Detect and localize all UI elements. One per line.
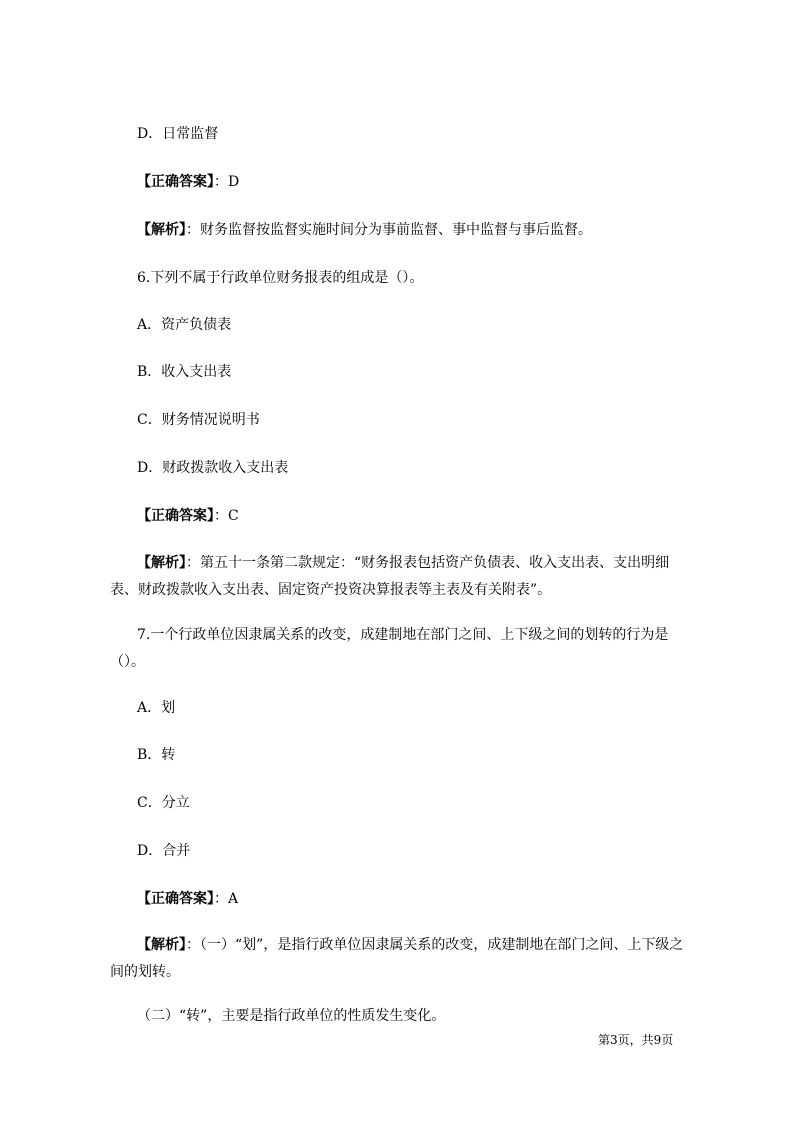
answer-value: ：D (214, 174, 240, 190)
q7-analysis (110, 932, 690, 986)
answer-label: 【正确答案】 (137, 891, 214, 907)
answer-label: 【正确答案】 (137, 508, 214, 524)
answer-value: ：C (214, 508, 239, 524)
q6-option-c: C．财务情况说明书 (137, 412, 260, 428)
q7-option-d: D．合并 (137, 843, 191, 859)
q6-question: 6.下列不属于行政单位财务报表的组成是（）。 (137, 270, 424, 286)
analysis-label: 【解析】 (137, 937, 186, 953)
q6-analysis (110, 550, 690, 604)
q5-analysis (137, 220, 592, 240)
answer-label: 【正确答案】 (137, 174, 214, 190)
answer-value: ：A (214, 891, 239, 907)
analysis-label: 【解析】 (137, 555, 186, 571)
q6-option-b: B．收入支出表 (137, 364, 232, 380)
q7-option-a: A．划 (137, 700, 176, 716)
q7-question: 7.一个行政单位因隶属关系的改变，成建制地在部门之间、上下级之间的划转的行为是（）。 (110, 627, 669, 670)
q7-option-b: B．转 (137, 747, 176, 763)
q7-answer (137, 889, 238, 909)
analysis-text: ：第五十一条第二款规定：“财务报表包括资产负债表、收入支出表、支出明细表、财政拨款收入支出表、固定资产投资决算报表等主表及有关附表”。 (110, 555, 670, 598)
q5-answer (137, 172, 239, 192)
analysis-label: 【解析】 (137, 222, 186, 238)
q7-analysis-extra: （二）“转”，主要是指行政单位的性质发生变化。 (137, 1008, 446, 1024)
page-number: 第3页，共9页 (598, 1033, 674, 1047)
q6-option-d: D．财政拨款收入支出表 (137, 460, 289, 476)
analysis-text: ：财务监督按监督实施时间分为事前监督、事中监督与事后监督。 (186, 222, 592, 238)
q7-option-c: C．分立 (137, 795, 190, 811)
q5-option-d: D．日常监督 (137, 126, 219, 142)
q6-option-a: A．资产负债表 (137, 317, 232, 333)
analysis-text: ：（一）“划”，是指行政单位因隶属关系的改变，成建制地在部门之间、上下级之间的划转。 (110, 937, 684, 980)
q6-answer (137, 506, 239, 526)
